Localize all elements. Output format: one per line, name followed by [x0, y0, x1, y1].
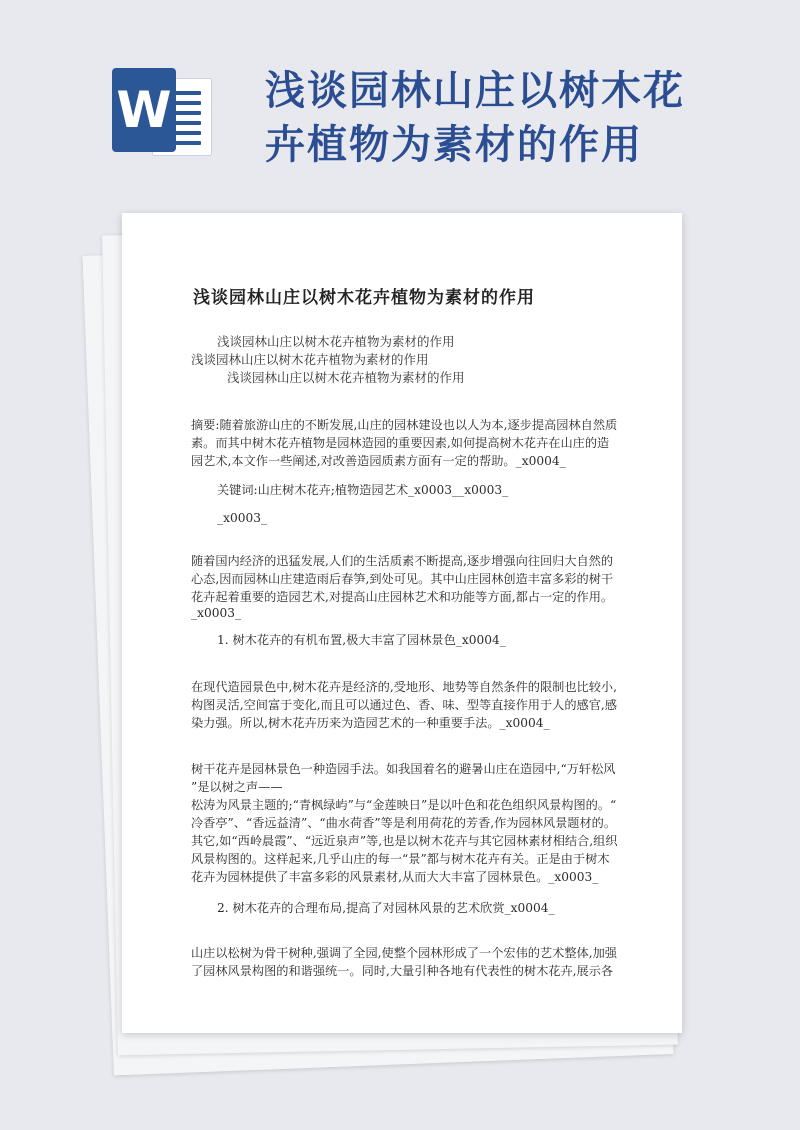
section2-line: 风景构图的。这样起来,几乎山庄的每一“景”都与树木花卉有关。正是由于树木 — [191, 852, 610, 866]
document-page — [122, 213, 682, 1033]
document-title: 浅谈园林山庄以树木花卉植物为素材的作用 — [193, 288, 535, 308]
abstract-line: 素。而其中树木花卉植物是园林造园的重要因素,如何提高树木花卉在山庄的造 — [191, 436, 610, 450]
section1-line: 染力强。所以,树木花卉历来为造园艺术的一种重要手法。_x0004_ — [191, 716, 550, 730]
subtitle-line: 浅谈园林山庄以树木花卉植物为素材的作用 — [191, 352, 429, 367]
section3-line: 山庄以松树为骨干树种,强调了全园,使整个园林形成了一个宏伟的艺术整体,加强 — [191, 946, 617, 960]
section2-line: 冷香亭”、“香远益清”、“曲水荷香”等是利用荷花的芳香,作为园林风景题材的。 — [191, 816, 617, 830]
abstract-line: 摘要:随着旅游山庄的不断发展,山庄的园林建设也以人为本,逐步提高园林自然质 — [191, 418, 618, 432]
section-heading-2: 2. 树木花卉的合理布局,提高了对园林风景的艺术欣赏_x0004_ — [217, 901, 555, 915]
word-logo-letter: W — [112, 68, 176, 152]
section2-line: 其它,如“西岭晨霞”、“远近泉声”等,也是以树木花卉与其它园林素材相结合,组织 — [191, 834, 618, 848]
section-heading-1: 1. 树木花卉的有机布置,极大丰富了园林景色_x0004_ — [217, 633, 506, 647]
banner-title-line-1: 浅谈园林山庄以树木花 — [265, 68, 685, 114]
keywords-line: 关键词:山庄树木花卉;植物造园艺术_x0003__x0003_ — [217, 483, 509, 497]
keywords-continuation: _x0003_ — [217, 511, 268, 525]
word-document-icon — [112, 68, 212, 156]
section2-line: ”是以树之声—— — [191, 780, 283, 794]
section2-line: 花卉为园林提供了丰富多彩的风景素材,从而大大丰富了园林景色。_x0003_ — [191, 870, 599, 884]
intro-line: 花卉起着重要的造园艺术,对提高山庄园林艺术和功能等方面,都占一定的作用。 — [191, 590, 614, 604]
abstract-line: 园艺术,本文作一些阐述,对改善造园质素方面有一定的帮助。_x0004_ — [191, 454, 566, 468]
banner-title — [265, 64, 735, 172]
intro-line: 随着国内经济的迅猛发展,人们的生活质素不断提高,逐步增强向往回归大自然的 — [191, 554, 614, 568]
section1-line: 在现代造园景色中,树木花卉是经济的,受地形、地势等自然条件的限制也比较小, — [191, 680, 617, 694]
intro-line: 心态,因而园林山庄建造雨后春笋,到处可见。其中山庄园林创造丰富多彩的树干 — [191, 572, 614, 586]
section3-line: 了园林风景构图的和谐强统一。同时,大量引种各地有代表性的树木花卉,展示各 — [191, 964, 614, 978]
section2-line: 树干花卉是园林景色一种造园手法。如我国着名的避暑山庄在造园中,“万轩松风 — [191, 762, 616, 776]
section2-line: 松涛为风景主题的;“青枫绿屿”与“金莲映日”是以叶色和花色组织风景构图的。“ — [191, 798, 617, 812]
section1-line: 构图灵活,空间富于变化,而且可以通过色、香、味、型等直接作用于人的感官,感 — [191, 698, 617, 712]
subtitle-line: 浅谈园林山庄以树木花卉植物为素材的作用 — [227, 370, 465, 385]
banner-title-line-2: 卉植物为素材的作用 — [265, 122, 643, 168]
subtitle-line: 浅谈园林山庄以树木花卉植物为素材的作用 — [217, 334, 455, 349]
intro-line: _x0003_ — [191, 606, 242, 620]
